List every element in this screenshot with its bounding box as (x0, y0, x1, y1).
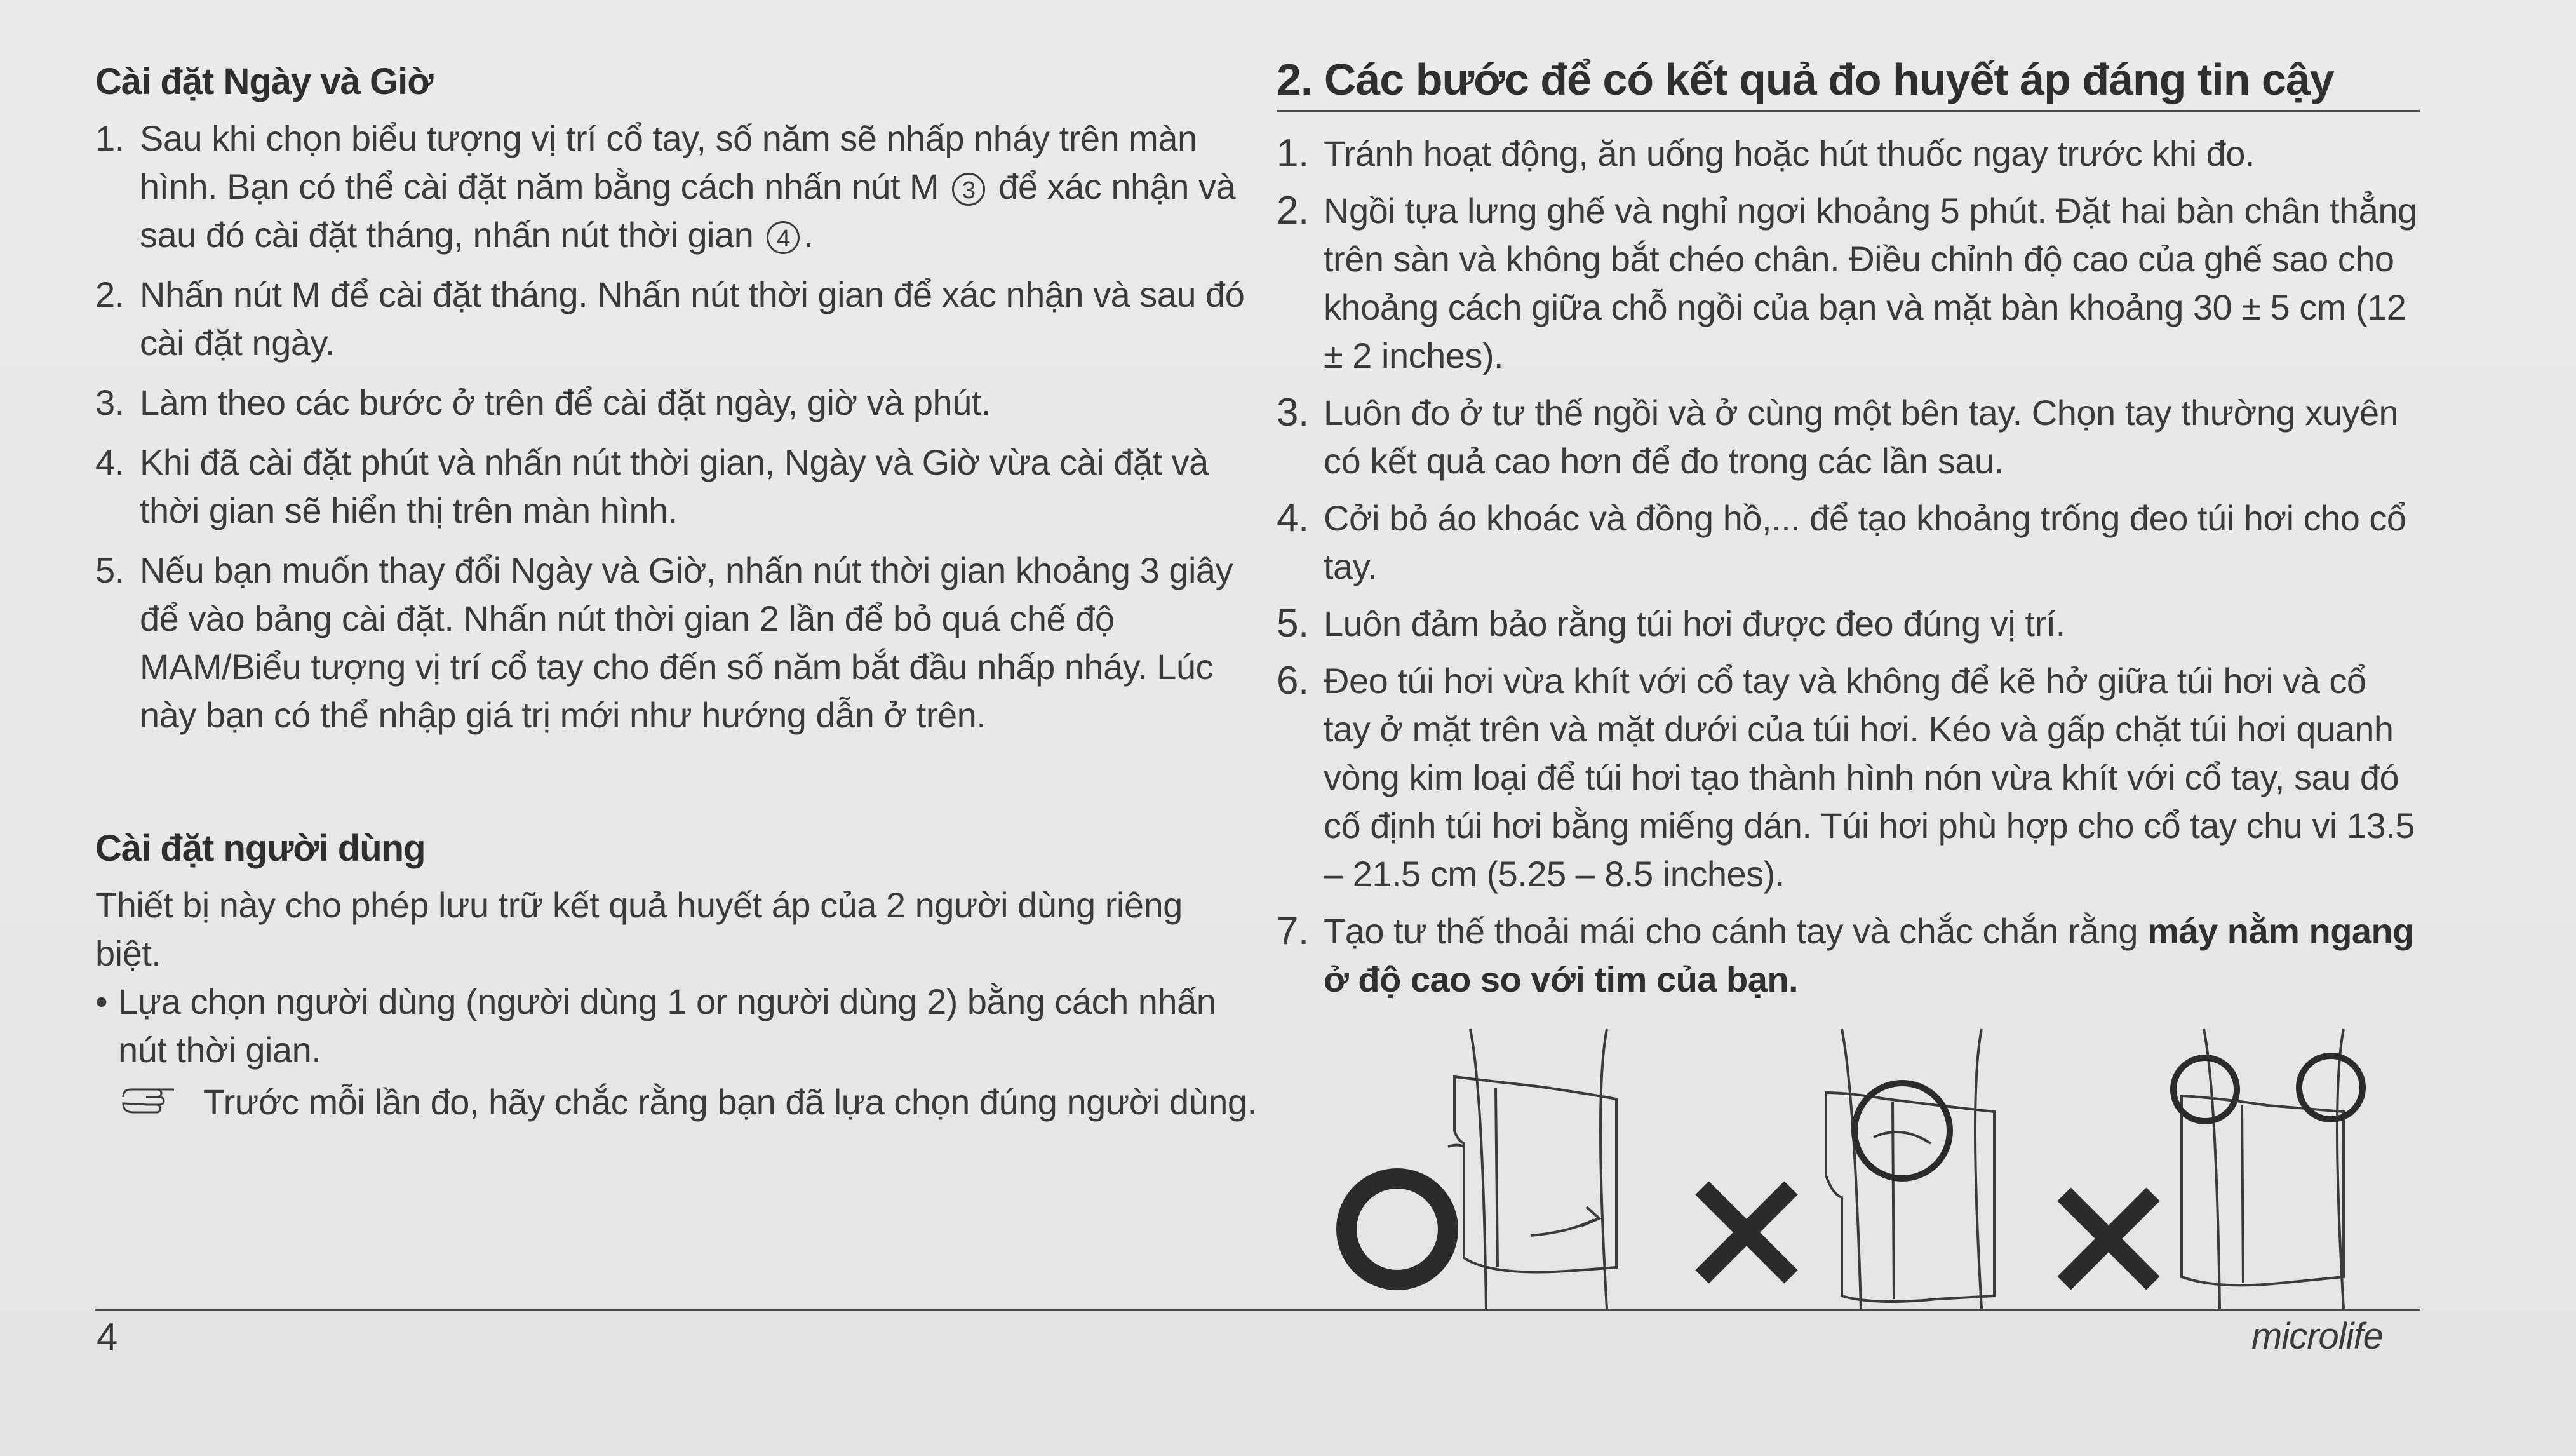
section-title-user-setting: Cài đặt người dùng (95, 828, 426, 869)
list-item: 2. Nhấn nút M để cài đặt tháng. Nhấn nút thời gian để xác nhận và sau đó cài đặt ngày. (95, 274, 1245, 363)
list-item: 7. Tạo tư thế thoải mái cho cánh tay và chắc chắn rằng máy nằm ngang ở độ cao so với tim của bạn. (1277, 909, 2414, 999)
wrist-cuff-correct-icon (1448, 1029, 1616, 1309)
page-number: 4 (97, 1316, 118, 1358)
correct-mark-icon (1346, 1178, 1448, 1280)
right-column (1277, 54, 2420, 1013)
list-item: 4. Cởi bỏ áo khoác và đồng hồ,... để tạo khoảng trống đeo túi hơi cho cổ tay. (1277, 496, 2406, 586)
section-title-reliable-measurement: 2. Các bước để có kết quả đo huyết áp đáng tin cậy (1277, 54, 2420, 112)
bullet-item: • Lựa chọn người dùng (người dùng 1 or người dùng 2) bằng cách nhấn nút thời gian. (95, 981, 1216, 1070)
wrist-cuff-gap-top-icon (1826, 1029, 1994, 1309)
list-item: 6. Đeo túi hơi vừa khít với cổ tay và không để kẽ hở giữa túi hơi và cổ tay ở mặt trên và mặt dưới của túi hơi. Kéo và gấp chặt túi hơi quanh vòng kim loại để túi hơi tạo thành hình nón vừa khít với cổ tay, sau đó cố định túi hơi bằng miếng dán. Túi hơi phù hợp cho cổ tay chu vi 13.5 – 21.5 cm (5.25 – 8.5 inches). (1277, 659, 2415, 894)
pointing-hand-icon (121, 1078, 178, 1116)
wrist-cuff-gap-sides-icon (2173, 1029, 2363, 1309)
left-column (95, 60, 1258, 1140)
list-item: 3. Luôn đo ở tư thế ngồi và ở cùng một bên tay. Chọn tay thường xuyên có kết quả cao hơn để đo trong các lần sau. (1277, 391, 2399, 481)
list-item: 5. Luôn đảm bảo rằng túi hơi được đeo đúng vị trí. (1277, 602, 2065, 645)
brand-logo: microlife (2251, 1316, 2383, 1357)
section-title-date-time: Cài đặt Ngày và Giờ (95, 61, 433, 102)
button-ref-4-icon: 4 (767, 221, 800, 254)
wrong-mark-icon (1702, 1188, 1791, 1277)
list-item: 4. Khi đã cài đặt phút và nhấn nút thời gian, Ngày và Giờ vừa cài đặt và thời gian sẽ hiển thị trên màn hình. (95, 442, 1209, 530)
list-item: 1. Sau khi chọn biểu tượng vị trí cổ tay, số năm sẽ nhấp nháy trên màn hình. Bạn có thể cài đặt năm bằng cách nhấn nút M 3 để xác nhận và sau đó cài đặt tháng, nhấn nút thời gian 4 . (95, 118, 1236, 255)
list-item: 5. Nếu bạn muốn thay đổi Ngày và Giờ, nhấn nút thời gian khoảng 3 giây để vào bảng cài đặt. Nhấn nút thời gian 2 lần để bỏ quá chế độ MAM/Biểu tượng vị trí cổ tay cho đến số năm bắt đầu nhấp nháy. Lúc này bạn có thể nhập giá trị mới như hướng dẫn ở trên. (95, 550, 1233, 735)
list-item: 2. Ngồi tựa lưng ghế và nghỉ ngơi khoảng 5 phút. Đặt hai bàn chân thẳng trên sàn và không bắt chéo chân. Điều chỉnh độ cao của ghế sao cho khoảng cách giữa chỗ ngồi của bạn và mặt bàn khoảng 30 ± 5 cm (12 ± 2 inches). (1277, 189, 2417, 375)
wrong-mark-icon (2064, 1194, 2153, 1283)
list-item: 1. Tránh hoạt động, ăn uống hoặc hút thuốc ngay trước khi đo. (1277, 131, 2255, 175)
list-item: 3. Làm theo các bước ở trên để cài đặt ngày, giờ và phút. (95, 382, 991, 422)
note-text: Trước mỗi lần đo, hãy chắc rằng bạn đã lựa chọn đúng người dùng. (203, 1082, 1257, 1122)
note-item (95, 1078, 1258, 1128)
cuff-placement-illustration (1327, 1016, 2407, 1309)
button-ref-3-icon: 3 (952, 173, 985, 206)
user-setting-intro: Thiết bị này cho phép lưu trữ kết quả huyết áp của 2 người dùng riêng biệt. (95, 885, 1183, 973)
footer-rule (95, 1309, 2420, 1311)
